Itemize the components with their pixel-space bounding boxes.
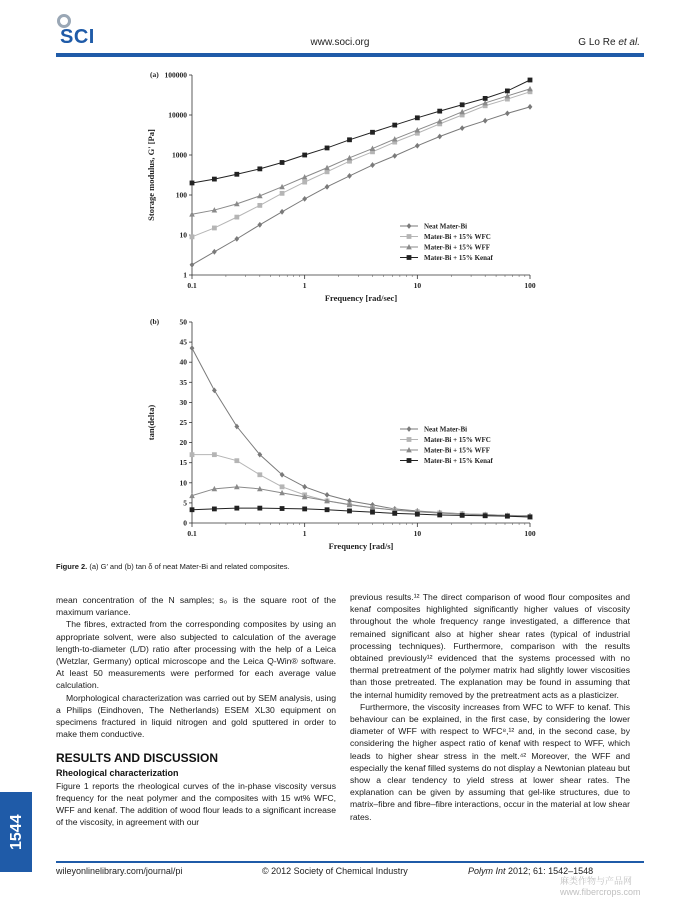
data-point [347, 137, 352, 142]
data-point [212, 507, 217, 512]
data-point [302, 484, 307, 490]
data-point [325, 146, 330, 151]
x-tick-label: 0.1 [187, 529, 197, 538]
y-tick-label: 10000 [168, 110, 187, 120]
data-point [347, 173, 352, 179]
paragraph: previous results.¹² The direct comparison of wood flour composites and kenaf composites highlighted significantly higher values of viscosity throughout the whole frequency range investigated, a difference that remained significant also at higher shear rates (typical of industrial processing techniques). Furthermore, comparison with the results obtained previously¹² evidenced that the systems processed with no thermal pretreatment of the polymer matrix had slightly lower viscosities than those pretreated. The explanation may be found in assuming that the internal humidity removed by the pretreatment acts as a plasticizer. [350, 592, 630, 700]
data-point [460, 102, 465, 107]
data-point [325, 507, 330, 512]
x-axis-title: Frequency [rad/sec] [324, 293, 398, 303]
x-axis-title: Frequency [rad/s] [328, 541, 394, 551]
x-tick-label: 1 [302, 281, 307, 290]
data-point [212, 249, 217, 255]
data-point [370, 162, 375, 168]
data-point [370, 130, 375, 135]
y-tick-label: 100 [175, 190, 187, 200]
data-point [234, 458, 239, 463]
data-point [505, 89, 510, 94]
caption-text: (a) G′ and (b) tan δ of neat Mater-Bi and related composites. [89, 562, 290, 571]
data-point [190, 452, 195, 457]
data-point [505, 514, 510, 519]
data-point [437, 109, 442, 114]
data-point [528, 104, 533, 110]
data-point [257, 203, 262, 208]
legend-label: Neat Mater-Bi [424, 222, 468, 231]
series-line [192, 508, 530, 517]
data-point [257, 472, 262, 477]
data-point [190, 262, 195, 268]
data-point [392, 511, 397, 516]
data-point [280, 160, 285, 165]
footer-url[interactable]: wileyonlinelibrary.com/journal/pi [56, 866, 183, 876]
logo-text: SCI [60, 26, 95, 48]
data-point [302, 180, 307, 185]
y-tick-label: 40 [179, 357, 187, 367]
data-point [302, 196, 307, 202]
x-tick-label: 100 [524, 281, 536, 290]
legend-label: Mater-Bi + 15% WFF [424, 446, 491, 455]
data-point [325, 492, 330, 498]
data-point [437, 513, 442, 518]
data-point [324, 165, 330, 170]
data-point [415, 143, 420, 149]
data-point [280, 484, 285, 489]
y-tick-label: 50 [179, 317, 187, 327]
data-point [257, 506, 262, 511]
data-point [234, 215, 239, 220]
data-point [527, 86, 533, 91]
legend-marker [407, 255, 412, 260]
y-axis-title: Storage modulus, G' [Pa] [146, 129, 156, 221]
paragraph: The fibres, extracted from the corresponding composites by using an appropriate solvent, were also subjected to calculation of the average length-to-diameter (L/D) ratio after processing with the help of a Leica (Wetzlar, Germany) optical microscope and the Leica Q-Win® software. At least 50 measurements were performed for each average value calculation. [56, 619, 336, 691]
y-tick-label: 100000 [164, 70, 187, 80]
y-tick-label: 35 [179, 377, 187, 387]
y-tick-label: 25 [179, 418, 187, 427]
data-point [370, 510, 375, 515]
data-point [392, 123, 397, 128]
legend-label: Mater-Bi + 15% WFC [424, 233, 491, 241]
data-point [505, 110, 510, 116]
y-tick-label: 45 [179, 337, 187, 347]
y-tick-label: 1 [183, 270, 187, 280]
y-tick-label: 1000 [172, 150, 187, 160]
legend-marker [407, 437, 412, 442]
legend-marker [407, 234, 412, 239]
subsection-heading: Rheological characterization [56, 767, 179, 778]
data-point [280, 209, 285, 215]
legend-marker [407, 426, 412, 432]
footer-rule [56, 861, 644, 863]
data-point [190, 345, 195, 351]
y-tick-label: 10 [179, 230, 187, 240]
y-tick-label: 0 [183, 518, 187, 528]
journal-title: Polym Int [468, 866, 506, 876]
x-tick-label: 100 [524, 529, 536, 538]
data-point [325, 184, 330, 190]
panel-label: (a) [150, 70, 159, 79]
data-point [483, 513, 488, 518]
data-point [415, 115, 420, 120]
data-point [460, 125, 465, 131]
data-point [212, 226, 217, 231]
data-point [234, 172, 239, 177]
data-point [280, 191, 285, 196]
citation-details: 2012; 61: 1542–1548 [508, 866, 594, 876]
y-tick-label: 30 [179, 397, 187, 407]
y-tick-label: 15 [179, 458, 187, 468]
series-line [192, 92, 530, 237]
y-axis-title: tan(delta) [146, 404, 156, 441]
y-tick-label: 20 [179, 438, 187, 448]
x-tick-label: 10 [413, 281, 422, 290]
data-point [392, 153, 397, 159]
data-point [437, 134, 442, 140]
paragraph: mean concentration of the N samples; s₀ is the square root of the maximum variance. [56, 595, 336, 618]
y-tick-label: 10 [179, 478, 187, 488]
legend-marker [407, 458, 412, 463]
page-number: 1544 [8, 814, 25, 850]
x-tick-label: 1 [302, 529, 307, 538]
series-line [192, 80, 530, 183]
data-point [190, 181, 195, 186]
data-point [483, 96, 488, 101]
left-column [56, 594, 336, 829]
header-website: www.soci.org [310, 37, 370, 48]
right-column [350, 591, 630, 823]
caption-label: Figure 2. [56, 562, 88, 571]
data-point [257, 222, 262, 228]
legend-label: Mater-Bi + 15% Kenaf [424, 254, 493, 262]
legend-label: Mater-Bi + 15% WFC [424, 436, 491, 444]
data-point [302, 153, 307, 158]
data-point [234, 236, 239, 242]
panel-label: (b) [150, 317, 160, 326]
data-point [190, 234, 195, 239]
data-point [280, 506, 285, 511]
legend-label: Mater-Bi + 15% WFF [424, 243, 491, 252]
series-line [192, 348, 530, 516]
legend-label: Neat Mater-Bi [424, 425, 468, 434]
data-point [302, 507, 307, 512]
data-point [460, 513, 465, 518]
watermark: 麻类作物与产品网 www.fibercrops.com [560, 876, 641, 897]
data-point [212, 452, 217, 457]
figure-caption [56, 562, 290, 571]
data-point [234, 506, 239, 511]
legend-marker [407, 223, 412, 229]
author-etal: et al. [618, 37, 640, 48]
series-line [192, 107, 530, 265]
x-tick-label: 0.1 [187, 281, 197, 290]
data-point [347, 509, 352, 514]
section-heading: RESULTS AND DISCUSSION [56, 751, 219, 766]
y-tick-label: 5 [183, 498, 187, 508]
x-tick-label: 10 [413, 529, 422, 538]
paragraph: Morphological characterization was carried out by SEM analysis, using a Philips (Eindhoven, The Netherlands) ESEM XL30 equipment on specimens fractured in liquid nitrogen and gold sputtered in order to make them conductive. [56, 692, 336, 740]
data-point [190, 507, 195, 512]
series-line [192, 487, 530, 517]
author-names: G Lo Re [578, 37, 616, 48]
data-point [257, 166, 262, 171]
data-point [415, 512, 420, 517]
data-point [528, 515, 533, 520]
data-point [483, 118, 488, 124]
footer-copyright: © 2012 Society of Chemical Industry [262, 866, 408, 876]
data-point [528, 78, 533, 83]
legend-label: Mater-Bi + 15% Kenaf [424, 457, 493, 465]
data-point [212, 177, 217, 182]
paragraph: Furthermore, the viscosity increases from WFC to WFF to kenaf. This behaviour can be explained, in the first case, by considering the lower diameter of WFF with respect to WFC⁸,¹² and, in the second case, by considering the higher aspect ratio of kenaf with respect to WFF, which leads to higher shear stress in the melt.⁴² Moreover, the WFF and especially the kenaf filled systems do not display a Newtonian plateau but show a clear tendency to yield stress at lower shear rates. The explanation can be given by assuming that gel-like structures, due to matrix–fibre and fibre–fibre interactions, occur in the material at low shear rates. [350, 701, 630, 822]
paragraph: Figure 1 reports the rheological curves of the in-phase viscosity versus frequency for the neat polymer and the composites with 15 wt% WFC, WFF and kenaf. The addition of wood flour leads to a significant increase of the viscosity, in agreement with our [56, 780, 336, 828]
